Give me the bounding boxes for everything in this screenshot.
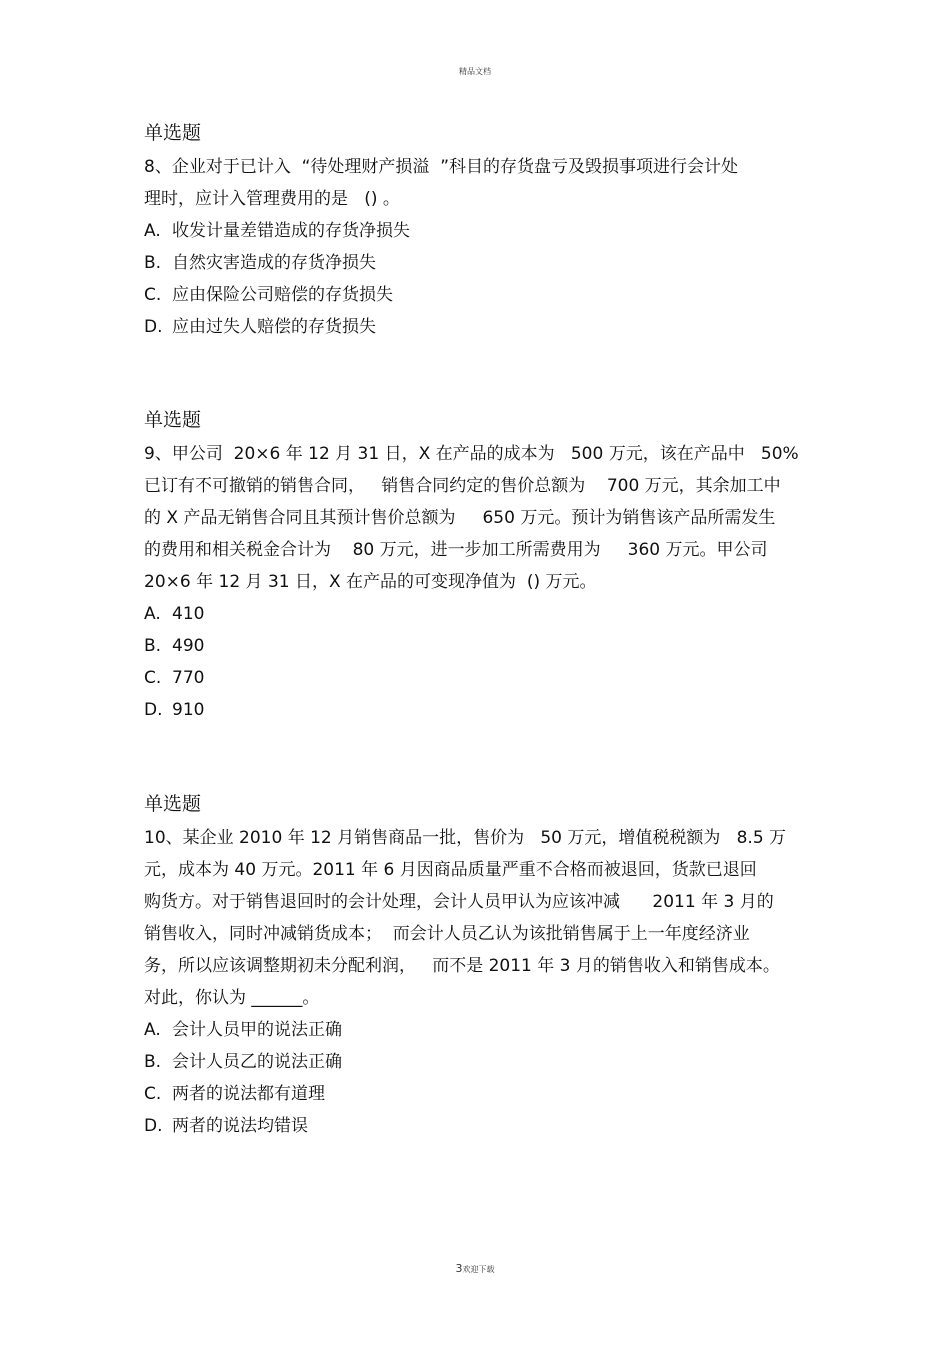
question-stem-line: 对此，你认为 ______。 (144, 988, 320, 1008)
question-stem-line: 理时，应计入管理费用的是 () 。 (144, 189, 400, 209)
question-stem-line: 的费用和相关税金合计为 80 万元，进一步加工所需费用为 360 万元。甲公司 (144, 540, 768, 560)
page-footer (0, 1262, 950, 1275)
option-text: 应由过失人赔偿的存货损失 (172, 317, 376, 337)
option-letter: C. (144, 285, 162, 305)
question-stem-line: 购货方。对于销售退回时的会计处理，会计人员甲认为应该冲减 2011 年 3 月的 (144, 892, 774, 912)
option-a[interactable] (144, 598, 824, 630)
option-a[interactable] (144, 1014, 824, 1046)
option-letter: A. (144, 604, 161, 624)
question-stem-line: 务，所以应该调整期初未分配利润， 而不是 2011 年 3 月的销售收入和销售成本。 (144, 956, 780, 976)
question-stem-line: 已订有不可撤销的销售合同， 销售合同约定的售价总额为 700 万元，其余加工中 (144, 476, 781, 496)
question-8 (144, 121, 824, 343)
footer-text: 欢迎下载 (462, 1265, 495, 1274)
option-letter: D. (144, 1116, 163, 1136)
question-stem-line: 10、某企业 2010 年 12 月销售商品一批，售价为 50 万元，增值税税额为 8.5 万 (144, 828, 787, 848)
option-text: 会计人员乙的说法正确 (172, 1052, 342, 1072)
option-letter: D. (144, 317, 163, 337)
option-letter: C. (144, 1084, 162, 1104)
question-stem-line: 20×6 年 12 月 31 日，X 在产品的可变现净值为 () 万元。 (144, 572, 597, 592)
question-10 (144, 792, 824, 1142)
option-d[interactable] (144, 694, 824, 726)
option-c[interactable] (144, 279, 824, 311)
option-text: 410 (172, 604, 205, 624)
option-text: 910 (172, 700, 205, 720)
option-text: 会计人员甲的说法正确 (172, 1020, 342, 1040)
option-text: 770 (172, 668, 205, 688)
option-letter: B. (144, 1052, 162, 1072)
question-stem-line: 8、企业对于已计入 “待处理财产损溢 ”科目的存货盘亏及毁损事项进行会计处 (144, 157, 739, 177)
option-letter: D. (144, 700, 163, 720)
option-b[interactable] (144, 630, 824, 662)
option-c[interactable] (144, 662, 824, 694)
option-d[interactable] (144, 311, 824, 343)
question-stem-line: 元，成本为 40 万元。2011 年 6 月因商品质量严重不合格而被退回，货款已退回 (144, 860, 757, 880)
option-text: 收发计量差错造成的存货净损失 (172, 221, 410, 241)
option-letter: A. (144, 1020, 161, 1040)
option-c[interactable] (144, 1078, 824, 1110)
page-number: 3 (455, 1262, 463, 1275)
option-letter: A. (144, 221, 161, 241)
option-a[interactable] (144, 215, 824, 247)
question-type: 单选题 (144, 409, 202, 431)
question-stem-line: 销售收入，同时冲减销货成本； 而会计人员乙认为该批销售属于上一年度经济业 (144, 924, 750, 944)
question-stem-line: 9、甲公司 20×6 年 12 月 31 日，X 在产品的成本为 500 万元，该在产品中 50% (144, 444, 799, 464)
option-d[interactable] (144, 1110, 824, 1142)
option-text: 490 (172, 636, 205, 656)
option-letter: C. (144, 668, 162, 688)
option-letter: B. (144, 636, 162, 656)
option-text: 两者的说法均错误 (172, 1116, 308, 1136)
page-header: 精品文档 (459, 67, 491, 76)
option-b[interactable] (144, 247, 824, 279)
option-text: 自然灾害造成的存货净损失 (172, 253, 376, 273)
option-letter: B. (144, 253, 162, 273)
option-b[interactable] (144, 1046, 824, 1078)
question-type: 单选题 (144, 793, 202, 815)
option-text: 两者的说法都有道理 (172, 1084, 325, 1104)
question-type: 单选题 (144, 122, 202, 144)
option-text: 应由保险公司赔偿的存货损失 (172, 285, 393, 305)
question-stem-line: 的 X 产品无销售合同且其预计售价总额为 650 万元。预计为销售该产品所需发生 (144, 508, 776, 528)
question-9 (144, 408, 824, 726)
